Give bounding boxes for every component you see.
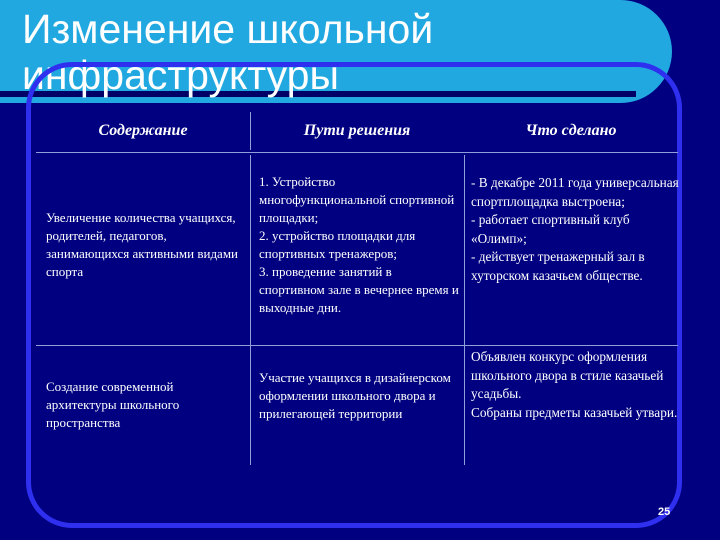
header-solutions: Пути решения	[303, 122, 411, 139]
row-divider	[36, 345, 678, 346]
row1-done: - В декабре 2011 года универсальная спортплощадка выстроена; - работает спортивный клуб «Олимп»; - действует тренажерный зал в хуторском казачьем обществе.	[471, 175, 679, 283]
page-number: 25	[658, 506, 671, 518]
header-content: Содержание	[98, 122, 188, 139]
row2-content: Создание современной архитектуры школьного пространства	[46, 379, 180, 430]
header-divider	[36, 152, 678, 153]
row1-solutions: 1. Устройство многофункциональной спортивной площадки; 2. устройство площадки для спортивных тренажеров; 3. проведение занятий в спортивном зале в вечернее время и выходные дни.	[259, 174, 459, 315]
row1-content: Увеличение количества учащихся, родителей, педагогов, занимающихся активными видами спорта	[46, 210, 239, 279]
header-done: Что сделано	[525, 122, 617, 139]
row2-solutions: Участие учащихся в дизайнерском оформлении школьного двора и прилегающей территории	[259, 370, 451, 421]
column-divider-1	[250, 112, 251, 150]
column-divider-2	[464, 155, 465, 465]
column-divider-1b	[250, 155, 251, 465]
slide-title: Изменение школьной инфраструктуры	[22, 6, 434, 98]
row2-done: Объявлен конкурс оформления школьного двора в стиле казачьей усадьбы. Собраны предметы казачьей утвари.	[471, 349, 678, 420]
